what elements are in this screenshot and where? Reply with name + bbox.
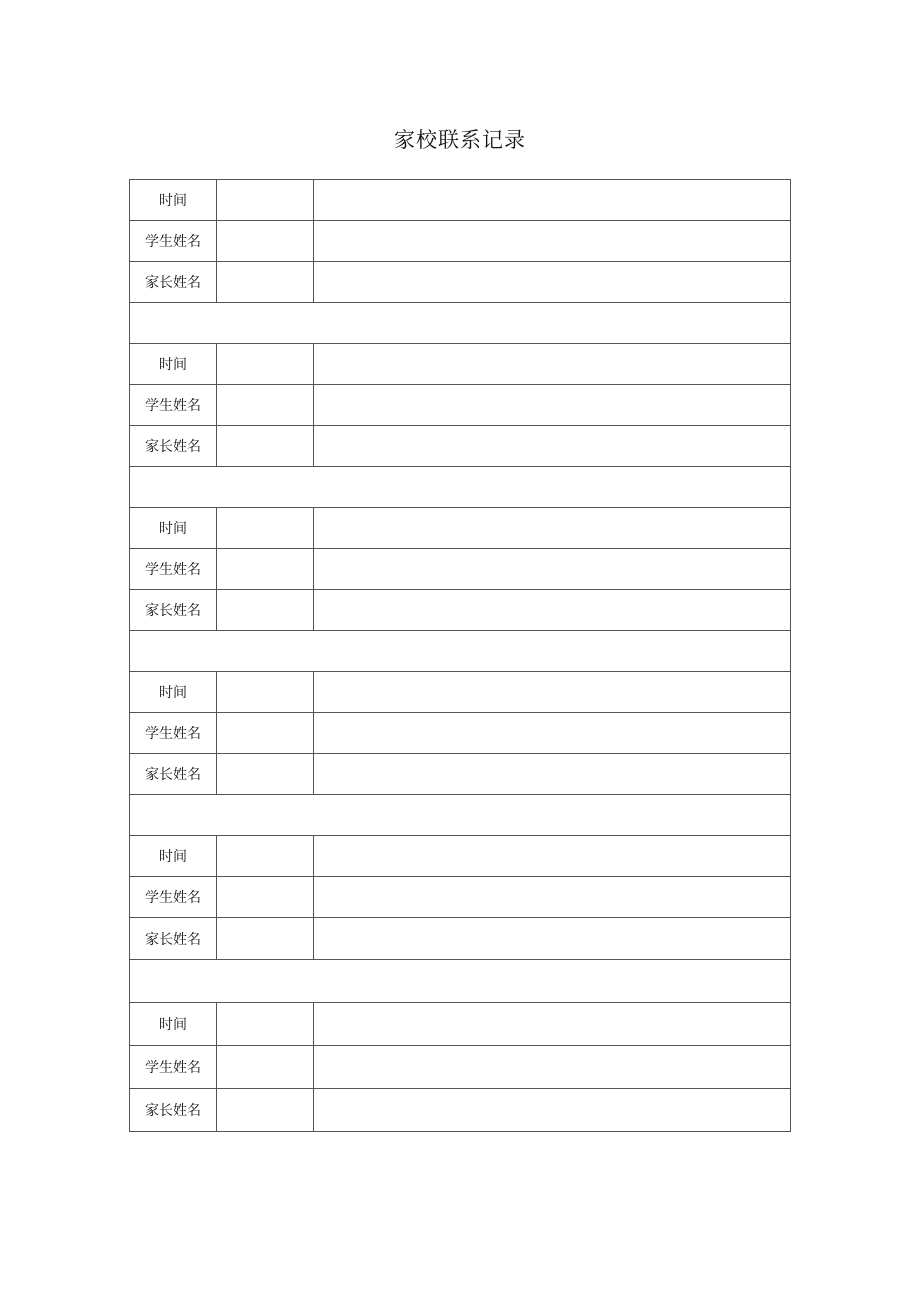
time-row [130, 508, 791, 549]
contact-record-table [129, 179, 791, 1132]
time-value-cell[interactable] [217, 672, 314, 713]
student-name-value-cell[interactable] [217, 549, 314, 590]
student-name-row [130, 221, 791, 262]
time-label: 时间 [130, 1003, 217, 1046]
time-row [130, 672, 791, 713]
student-name-value-cell[interactable] [217, 713, 314, 754]
time-value-cell[interactable] [217, 836, 314, 877]
time-row [130, 344, 791, 385]
time-row [130, 180, 791, 221]
student-name-label: 学生姓名 [130, 713, 217, 754]
time-row [130, 836, 791, 877]
parent-name-notes-cell[interactable] [314, 590, 791, 631]
parent-name-value-cell[interactable] [217, 1089, 314, 1132]
record-notes-cell[interactable] [130, 960, 791, 1003]
student-name-notes-cell[interactable] [314, 713, 791, 754]
student-name-value-cell[interactable] [217, 1046, 314, 1089]
time-label: 时间 [130, 836, 217, 877]
student-name-notes-cell[interactable] [314, 221, 791, 262]
time-notes-cell[interactable] [314, 508, 791, 549]
page-title: 家校联系记录 [394, 128, 526, 152]
student-name-notes-cell[interactable] [314, 385, 791, 426]
parent-name-notes-cell[interactable] [314, 1089, 791, 1132]
record-notes-row [130, 960, 791, 1003]
student-name-notes-cell[interactable] [314, 877, 791, 918]
time-value-cell[interactable] [217, 508, 314, 549]
student-name-row [130, 713, 791, 754]
time-value-cell[interactable] [217, 344, 314, 385]
student-name-notes-cell[interactable] [314, 549, 791, 590]
student-name-label: 学生姓名 [130, 549, 217, 590]
parent-name-notes-cell[interactable] [314, 754, 791, 795]
record-notes-row [130, 467, 791, 508]
student-name-value-cell[interactable] [217, 877, 314, 918]
time-row [130, 1003, 791, 1046]
student-name-row [130, 1046, 791, 1089]
record-notes-cell[interactable] [130, 467, 791, 508]
student-name-notes-cell[interactable] [314, 1046, 791, 1089]
parent-name-value-cell[interactable] [217, 262, 314, 303]
time-value-cell[interactable] [217, 180, 314, 221]
student-name-row [130, 385, 791, 426]
parent-name-row [130, 262, 791, 303]
time-notes-cell[interactable] [314, 836, 791, 877]
parent-name-row [130, 1089, 791, 1132]
parent-name-label: 家长姓名 [130, 590, 217, 631]
time-notes-cell[interactable] [314, 1003, 791, 1046]
student-name-value-cell[interactable] [217, 221, 314, 262]
parent-name-label: 家长姓名 [130, 262, 217, 303]
record-notes-cell[interactable] [130, 303, 791, 344]
parent-name-label: 家长姓名 [130, 918, 217, 960]
parent-name-notes-cell[interactable] [314, 918, 791, 960]
parent-name-row [130, 918, 791, 960]
time-notes-cell[interactable] [314, 672, 791, 713]
parent-name-row [130, 426, 791, 467]
parent-name-label: 家长姓名 [130, 754, 217, 795]
record-notes-row [130, 795, 791, 836]
time-label: 时间 [130, 672, 217, 713]
parent-name-label: 家长姓名 [130, 426, 217, 467]
parent-name-value-cell[interactable] [217, 918, 314, 960]
student-name-label: 学生姓名 [130, 877, 217, 918]
student-name-value-cell[interactable] [217, 385, 314, 426]
parent-name-label: 家长姓名 [130, 1089, 217, 1132]
student-name-label: 学生姓名 [130, 221, 217, 262]
parent-name-row [130, 590, 791, 631]
parent-name-notes-cell[interactable] [314, 262, 791, 303]
time-label: 时间 [130, 344, 217, 385]
time-label: 时间 [130, 180, 217, 221]
time-label: 时间 [130, 508, 217, 549]
time-value-cell[interactable] [217, 1003, 314, 1046]
parent-name-value-cell[interactable] [217, 590, 314, 631]
record-notes-cell[interactable] [130, 631, 791, 672]
student-name-row [130, 877, 791, 918]
time-notes-cell[interactable] [314, 344, 791, 385]
time-notes-cell[interactable] [314, 180, 791, 221]
record-notes-row [130, 631, 791, 672]
record-notes-cell[interactable] [130, 795, 791, 836]
parent-name-value-cell[interactable] [217, 754, 314, 795]
student-name-label: 学生姓名 [130, 385, 217, 426]
record-notes-row [130, 303, 791, 344]
student-name-label: 学生姓名 [130, 1046, 217, 1089]
parent-name-row [130, 754, 791, 795]
parent-name-notes-cell[interactable] [314, 426, 791, 467]
parent-name-value-cell[interactable] [217, 426, 314, 467]
student-name-row [130, 549, 791, 590]
